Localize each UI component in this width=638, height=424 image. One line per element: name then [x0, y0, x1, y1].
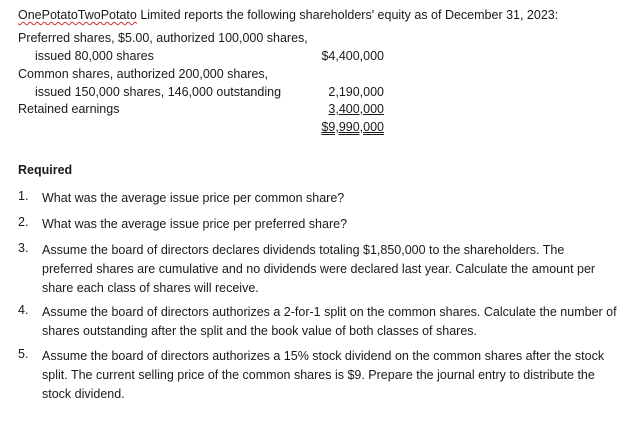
- retained-earnings-amount: 3,400,000: [328, 102, 384, 116]
- retained-earnings-label: Retained earnings: [18, 102, 120, 116]
- intro-sentence: [18, 8, 558, 22]
- preferred-amount: $4,400,000: [321, 49, 384, 63]
- preferred-line-1: Preferred shares, $5.00, authorized 100,000 shares,: [18, 31, 308, 45]
- company-name: OnePotatoTwoPotato: [18, 8, 137, 22]
- intro-text: Limited reports the following shareholders' equity as of December 31, 2023:: [136, 8, 559, 22]
- common-line-2: issued 150,000 shares, 146,000 outstanding: [35, 85, 282, 99]
- question-text: What was the average issue price per preferred share?: [42, 217, 348, 231]
- preferred-line-2: issued 80,000 shares: [35, 49, 154, 63]
- question-text: What was the average issue price per common share?: [42, 191, 345, 205]
- common-line-1: Common shares, authorized 200,000 shares,: [18, 67, 269, 81]
- total-equity-amount: $9,990,000: [321, 120, 384, 134]
- question-number: 5.: [18, 347, 29, 361]
- question-number: 3.: [18, 241, 29, 255]
- required-heading: Required: [18, 163, 73, 177]
- question-number: 2.: [18, 215, 29, 229]
- question-number: 1.: [18, 189, 29, 203]
- question-text: Assume the board of directors authorizes a 15% stock dividend on the common shares after the stock split. The current selling price of the common shares is $9. Prepare the journal entry to distribute the stock dividend.: [42, 349, 605, 401]
- question-text: Assume the board of directors declares dividends totaling $1,850,000 to the shareholders. The preferred shares are cumulative and no dividends were declared last year. Calculate the amount per share each class of shares will receive.: [42, 243, 596, 295]
- question-number: 4.: [18, 303, 29, 317]
- question-text: Assume the board of directors authorizes a 2-for-1 split on the common shares. Calculate the number of shares outstanding after the split and the book value of both classes of shares.: [42, 305, 617, 338]
- common-amount: 2,190,000: [328, 85, 384, 99]
